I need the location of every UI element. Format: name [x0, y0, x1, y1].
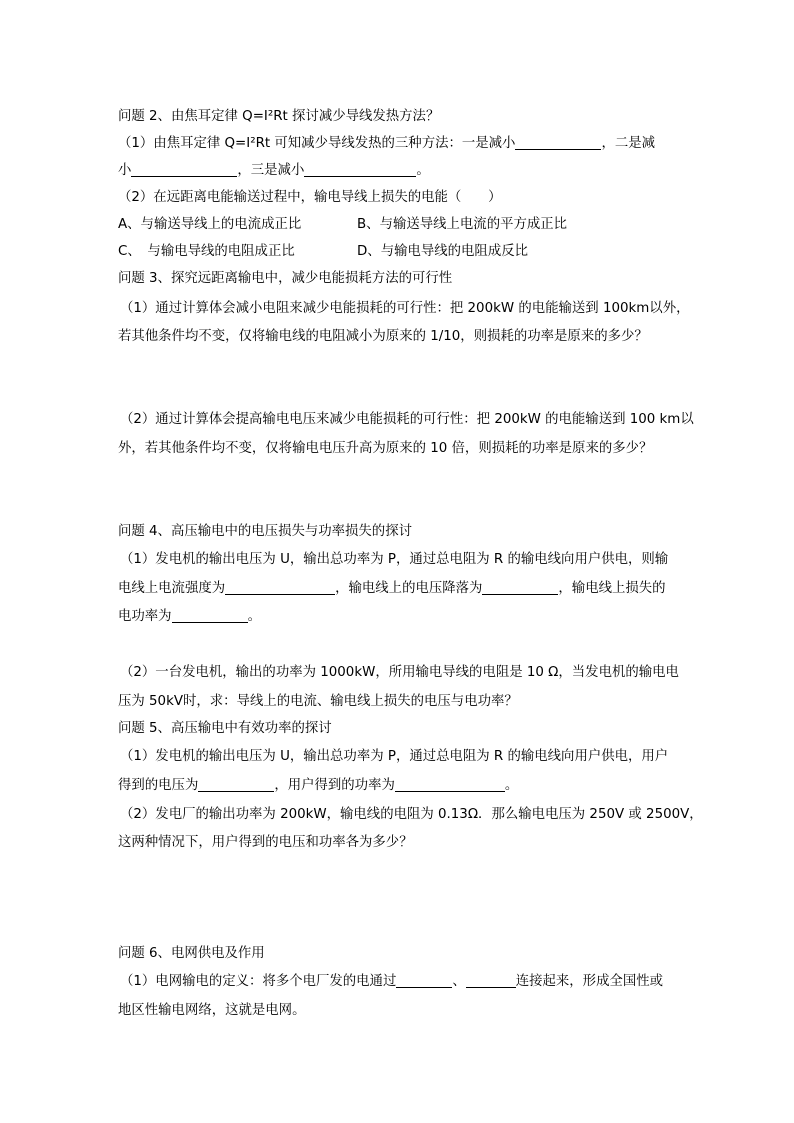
q4-p1-line2	[118, 580, 666, 598]
q4-p1-line3	[118, 608, 261, 626]
q4-p1-text-d: 电功率为	[118, 609, 172, 624]
q5-p1-text-b: ，用户得到的功率为	[274, 778, 395, 793]
q2-option-a[interactable]: A、与输送导线上的电流成正比	[118, 217, 302, 232]
answer-blank-1[interactable]	[515, 135, 601, 150]
q3-p2-line2: 外，若其他条件均不变，仅将输电电压升高为原来的 10 倍，则损耗的功率是原来的多少？	[118, 441, 653, 456]
q5-p1-line2	[118, 777, 518, 795]
q4-p1-line1: （1）发电机的输出电压为 U，输出总功率为 P，通过总电阻为 R 的输电线向用户供电，则输	[120, 552, 669, 567]
q4-title: 问题 4、高压输电中的电压损失与功率损失的探讨	[118, 524, 412, 539]
q4-p1-text-b: ，输电线上的电压降落为	[335, 581, 483, 596]
q2-p1-line1	[118, 135, 655, 153]
q2-p1-text-a: （1）由焦耳定律 Q=I²Rt 可知减少导线发热的三种方法：一是减小	[118, 136, 516, 151]
answer-blank-9[interactable]	[396, 973, 452, 988]
q6-p1-text-a: （1）电网输电的定义：将多个电厂发的电通过	[120, 974, 397, 989]
answer-blank-5[interactable]	[482, 580, 558, 595]
q6-p1-line1	[120, 973, 663, 991]
q2-p1-line2	[118, 162, 430, 180]
q3-p1-line2: 若其他条件均不变，仅将输电线的电阻减小为原来的 1/10，则损耗的功率是原来的多少？	[118, 329, 648, 344]
q4-p1-text-c: ，输电线上损失的	[558, 581, 666, 596]
q2-p2: （2）在远距离电能输送过程中，输电导线上损失的电能（ ）	[118, 190, 502, 205]
q5-title: 问题 5、高压输电中有效功率的探讨	[118, 721, 332, 736]
q2-p1-text-c: 小	[118, 163, 132, 178]
q2-title: 问题 2、由焦耳定律 Q=I²Rt 探讨减少导线发热方法？	[118, 109, 440, 124]
q4-p1-text-a: 电线上电流强度为	[118, 581, 226, 596]
q2-p1-text-b: ，二是减	[601, 136, 655, 151]
q5-p2-line2: 这两种情况下，用户得到的电压和功率各为多少？	[118, 835, 413, 850]
q3-p1-line1: （1）通过计算体会减小电阻来减少电能损耗的可行性：把 200kW 的电能输送到 100km以外，	[120, 301, 690, 316]
q5-p1-line1: （1）发电机的输出电压为 U，输出总功率为 P，通过总电阻为 R 的输电线向用户供电，用户	[120, 749, 669, 764]
q5-p1-text-c: 。	[504, 778, 519, 793]
answer-blank-2[interactable]	[131, 162, 237, 177]
q4-p2-line1: （2）一台发电机，输出的功率为 1000kW，所用输电导线的电阻是 10 Ω，当发电机的输电电	[120, 665, 679, 680]
q6-title: 问题 6、电网供电及作用	[118, 946, 265, 961]
q6-p1-text-b: 、	[452, 974, 466, 989]
q2-option-d[interactable]: D、与输电导线的电阻成反比	[357, 244, 528, 259]
q3-p2-line1: （2）通过计算体会提高输电电压来减少电能损耗的可行性：把 200kW 的电能输送到 100 km以	[120, 412, 694, 427]
q3-title: 问题 3、探究远距离输电中，减少电能损耗方法的可行性	[118, 271, 453, 286]
answer-blank-3[interactable]	[304, 162, 416, 177]
q2-option-c[interactable]: C、 与输电导线的电阻成正比	[118, 244, 295, 259]
answer-blank-6[interactable]	[172, 608, 248, 623]
q2-option-b[interactable]: B、与输送导线上电流的平方成正比	[357, 217, 568, 232]
q5-p1-text-a: 得到的电压为	[118, 778, 199, 793]
q6-p1-line2: 地区性输电网络，这就是电网。	[118, 1003, 306, 1018]
answer-blank-7[interactable]	[198, 777, 274, 792]
q4-p1-text-e: 。	[247, 609, 261, 624]
q2-p1-text-e: 。	[416, 163, 430, 178]
q4-p2-line2: 压为 50kV时，求：导线上的电流、输电线上损失的电压与电功率？	[118, 694, 518, 709]
q5-p2-line1: （2）发电厂的输出功率为 200kW，输电线的电阻为 0.13Ω．那么输电电压为 250V 或 2500V，	[120, 807, 703, 822]
answer-blank-10[interactable]	[466, 973, 516, 988]
answer-blank-8[interactable]	[395, 777, 505, 792]
answer-blank-4[interactable]	[225, 580, 335, 595]
q2-p1-text-d: ，三是减小	[237, 163, 305, 178]
q6-p1-text-c: 连接起来，形成全国性或	[515, 974, 664, 989]
